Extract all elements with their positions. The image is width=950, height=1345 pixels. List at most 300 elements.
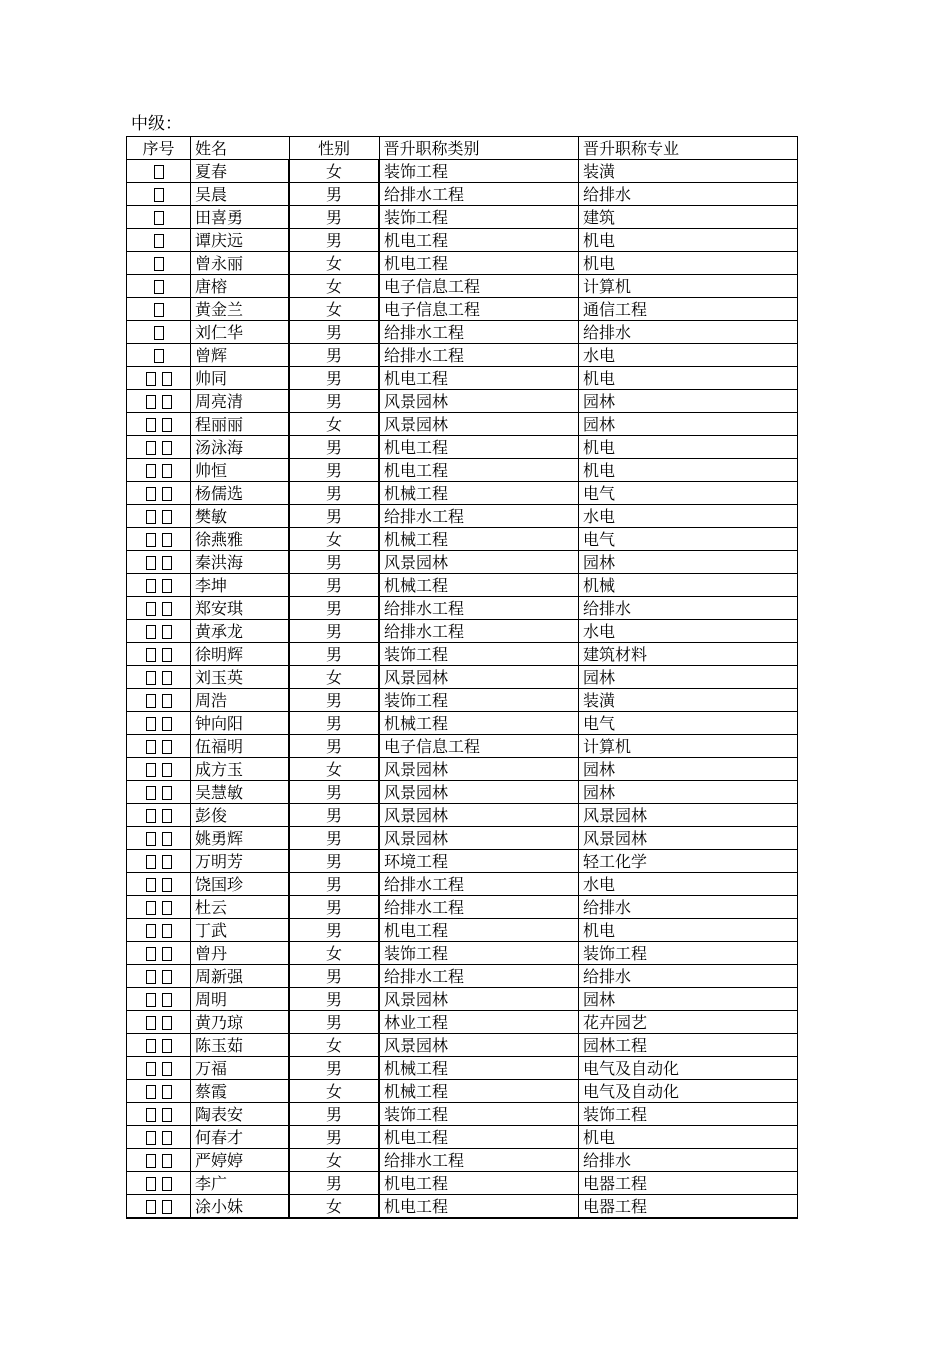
row-specialty: 园林 bbox=[579, 758, 798, 781]
table-row bbox=[127, 482, 798, 505]
row-specialty: 园林 bbox=[579, 781, 798, 804]
row-sex: 女 bbox=[289, 413, 379, 436]
row-category: 给排水工程 bbox=[379, 505, 579, 528]
row-seq-cell bbox=[127, 988, 191, 1011]
missing-glyph-icon bbox=[162, 372, 172, 386]
table-row bbox=[127, 988, 798, 1011]
row-category: 风景园林 bbox=[379, 804, 579, 827]
row-specialty: 机电 bbox=[579, 229, 798, 252]
row-seq-cell bbox=[127, 298, 191, 321]
row-name: 刘仁华 bbox=[191, 321, 290, 344]
row-seq-cell bbox=[127, 804, 191, 827]
table-row bbox=[127, 597, 798, 620]
missing-glyph-icon bbox=[154, 188, 164, 202]
row-seq-cell bbox=[127, 758, 191, 781]
missing-glyph-icon bbox=[146, 464, 156, 478]
missing-glyph-icon bbox=[162, 648, 172, 662]
row-category: 电子信息工程 bbox=[379, 275, 579, 298]
row-specialty: 装饰工程 bbox=[579, 942, 798, 965]
row-seq-cell bbox=[127, 229, 191, 252]
row-name: 成方玉 bbox=[191, 758, 290, 781]
missing-glyph-icon bbox=[146, 418, 156, 432]
table-row bbox=[127, 183, 798, 206]
col-header-name: 姓名 bbox=[191, 137, 290, 160]
table-row bbox=[127, 344, 798, 367]
missing-glyph-icon bbox=[146, 878, 156, 892]
row-specialty: 机电 bbox=[579, 367, 798, 390]
missing-glyph-icon bbox=[162, 441, 172, 455]
row-category: 林业工程 bbox=[379, 1011, 579, 1034]
row-name: 严婷婷 bbox=[191, 1149, 290, 1172]
row-specialty: 电气 bbox=[579, 482, 798, 505]
row-sex: 男 bbox=[289, 988, 379, 1011]
row-name: 周明 bbox=[191, 988, 290, 1011]
missing-glyph-icon bbox=[146, 395, 156, 409]
row-sex: 男 bbox=[289, 505, 379, 528]
table-row bbox=[127, 459, 798, 482]
row-seq-cell bbox=[127, 183, 191, 206]
missing-glyph-icon bbox=[146, 694, 156, 708]
row-specialty: 电气 bbox=[579, 528, 798, 551]
table-row bbox=[127, 252, 798, 275]
row-sex: 男 bbox=[289, 896, 379, 919]
row-specialty: 轻工化学 bbox=[579, 850, 798, 873]
missing-glyph-icon bbox=[162, 1200, 172, 1214]
row-name: 唐榕 bbox=[191, 275, 290, 298]
missing-glyph-icon bbox=[146, 1154, 156, 1168]
row-seq-cell bbox=[127, 528, 191, 551]
row-name: 陶表安 bbox=[191, 1103, 290, 1126]
row-category: 装饰工程 bbox=[379, 689, 579, 712]
row-specialty: 通信工程 bbox=[579, 298, 798, 321]
table-row bbox=[127, 827, 798, 850]
missing-glyph-icon bbox=[162, 740, 172, 754]
missing-glyph-icon bbox=[162, 510, 172, 524]
row-name: 曾永丽 bbox=[191, 252, 290, 275]
missing-glyph-icon bbox=[146, 740, 156, 754]
row-sex: 男 bbox=[289, 965, 379, 988]
row-name: 李坤 bbox=[191, 574, 290, 597]
table-row bbox=[127, 735, 798, 758]
row-sex: 男 bbox=[289, 712, 379, 735]
row-sex: 男 bbox=[289, 620, 379, 643]
row-category: 机械工程 bbox=[379, 1080, 579, 1103]
row-specialty: 园林 bbox=[579, 551, 798, 574]
missing-glyph-icon bbox=[162, 924, 172, 938]
row-seq-cell bbox=[127, 367, 191, 390]
row-specialty: 电气及自动化 bbox=[579, 1080, 798, 1103]
row-category: 机械工程 bbox=[379, 574, 579, 597]
row-category: 机械工程 bbox=[379, 528, 579, 551]
row-seq-cell bbox=[127, 1172, 191, 1195]
row-specialty: 花卉园艺 bbox=[579, 1011, 798, 1034]
row-name: 夏春 bbox=[191, 160, 290, 183]
table-row bbox=[127, 229, 798, 252]
row-sex: 女 bbox=[289, 1080, 379, 1103]
row-name: 姚勇辉 bbox=[191, 827, 290, 850]
row-category: 装饰工程 bbox=[379, 160, 579, 183]
missing-glyph-icon bbox=[162, 418, 172, 432]
col-header-category: 晋升职称类别 bbox=[379, 137, 579, 160]
row-name: 蔡霞 bbox=[191, 1080, 290, 1103]
row-seq-cell bbox=[127, 275, 191, 298]
row-seq-cell bbox=[127, 206, 191, 229]
table-row bbox=[127, 528, 798, 551]
row-sex: 男 bbox=[289, 1103, 379, 1126]
row-specialty: 计算机 bbox=[579, 735, 798, 758]
table-row bbox=[127, 367, 798, 390]
row-sex: 女 bbox=[289, 1195, 379, 1219]
row-name: 黄承龙 bbox=[191, 620, 290, 643]
missing-glyph-icon bbox=[162, 1131, 172, 1145]
row-name: 万明芳 bbox=[191, 850, 290, 873]
row-category: 环境工程 bbox=[379, 850, 579, 873]
table-row bbox=[127, 758, 798, 781]
row-name: 周亮清 bbox=[191, 390, 290, 413]
row-sex: 男 bbox=[289, 229, 379, 252]
row-seq-cell bbox=[127, 321, 191, 344]
row-category: 机电工程 bbox=[379, 919, 579, 942]
missing-glyph-icon bbox=[162, 694, 172, 708]
row-sex: 男 bbox=[289, 1126, 379, 1149]
table-row bbox=[127, 873, 798, 896]
row-seq-cell bbox=[127, 1011, 191, 1034]
row-seq-cell bbox=[127, 827, 191, 850]
table-header-row bbox=[127, 137, 798, 160]
col-header-specialty: 晋升职称专业 bbox=[579, 137, 798, 160]
table-row bbox=[127, 781, 798, 804]
missing-glyph-icon bbox=[162, 717, 172, 731]
table-row bbox=[127, 206, 798, 229]
row-category: 机电工程 bbox=[379, 1172, 579, 1195]
row-seq-cell bbox=[127, 1034, 191, 1057]
table-row bbox=[127, 275, 798, 298]
row-name: 秦洪海 bbox=[191, 551, 290, 574]
row-specialty: 给排水 bbox=[579, 1149, 798, 1172]
missing-glyph-icon bbox=[162, 1154, 172, 1168]
row-sex: 女 bbox=[289, 1034, 379, 1057]
row-seq-cell bbox=[127, 1126, 191, 1149]
row-name: 樊敏 bbox=[191, 505, 290, 528]
row-category: 给排水工程 bbox=[379, 321, 579, 344]
row-sex: 男 bbox=[289, 390, 379, 413]
row-seq-cell bbox=[127, 896, 191, 919]
row-seq-cell bbox=[127, 643, 191, 666]
row-sex: 男 bbox=[289, 551, 379, 574]
missing-glyph-icon bbox=[146, 556, 156, 570]
row-category: 装饰工程 bbox=[379, 206, 579, 229]
row-category: 风景园林 bbox=[379, 781, 579, 804]
row-specialty: 装潢 bbox=[579, 160, 798, 183]
row-seq-cell bbox=[127, 160, 191, 183]
missing-glyph-icon bbox=[146, 1177, 156, 1191]
row-category: 机械工程 bbox=[379, 1057, 579, 1080]
row-category: 机械工程 bbox=[379, 712, 579, 735]
table-row bbox=[127, 1057, 798, 1080]
missing-glyph-icon bbox=[146, 510, 156, 524]
row-seq-cell bbox=[127, 781, 191, 804]
row-sex: 男 bbox=[289, 344, 379, 367]
row-name: 涂小妹 bbox=[191, 1195, 290, 1219]
row-specialty: 给排水 bbox=[579, 965, 798, 988]
row-category: 风景园林 bbox=[379, 758, 579, 781]
row-seq-cell bbox=[127, 735, 191, 758]
row-seq-cell bbox=[127, 344, 191, 367]
row-seq-cell bbox=[127, 666, 191, 689]
missing-glyph-icon bbox=[154, 234, 164, 248]
row-sex: 男 bbox=[289, 459, 379, 482]
missing-glyph-icon bbox=[154, 349, 164, 363]
row-category: 风景园林 bbox=[379, 1034, 579, 1057]
row-category: 风景园林 bbox=[379, 413, 579, 436]
row-category: 机电工程 bbox=[379, 1126, 579, 1149]
row-seq-cell bbox=[127, 459, 191, 482]
table-row bbox=[127, 1034, 798, 1057]
row-sex: 女 bbox=[289, 252, 379, 275]
row-sex: 男 bbox=[289, 183, 379, 206]
row-seq-cell bbox=[127, 1149, 191, 1172]
table-row bbox=[127, 1080, 798, 1103]
row-seq-cell bbox=[127, 1195, 191, 1219]
row-name: 万福 bbox=[191, 1057, 290, 1080]
row-specialty: 园林 bbox=[579, 390, 798, 413]
row-category: 风景园林 bbox=[379, 551, 579, 574]
row-name: 吴晨 bbox=[191, 183, 290, 206]
table-row bbox=[127, 965, 798, 988]
table-row bbox=[127, 1195, 798, 1219]
row-specialty: 园林工程 bbox=[579, 1034, 798, 1057]
row-specialty: 装饰工程 bbox=[579, 1103, 798, 1126]
row-sex: 男 bbox=[289, 1011, 379, 1034]
row-seq-cell bbox=[127, 873, 191, 896]
table-body bbox=[127, 160, 798, 1219]
row-seq-cell bbox=[127, 436, 191, 459]
row-specialty: 园林 bbox=[579, 413, 798, 436]
row-seq-cell bbox=[127, 390, 191, 413]
table-row bbox=[127, 1172, 798, 1195]
row-name: 田喜勇 bbox=[191, 206, 290, 229]
missing-glyph-icon bbox=[162, 579, 172, 593]
row-sex: 女 bbox=[289, 275, 379, 298]
row-specialty: 电气及自动化 bbox=[579, 1057, 798, 1080]
missing-glyph-icon bbox=[162, 993, 172, 1007]
row-specialty: 装潢 bbox=[579, 689, 798, 712]
row-seq-cell bbox=[127, 252, 191, 275]
table-row bbox=[127, 413, 798, 436]
row-specialty: 机电 bbox=[579, 1126, 798, 1149]
row-name: 李广 bbox=[191, 1172, 290, 1195]
row-category: 装饰工程 bbox=[379, 1103, 579, 1126]
table-row bbox=[127, 643, 798, 666]
row-specialty: 建筑 bbox=[579, 206, 798, 229]
row-seq-cell bbox=[127, 942, 191, 965]
row-sex: 男 bbox=[289, 919, 379, 942]
row-sex: 男 bbox=[289, 1172, 379, 1195]
table-row bbox=[127, 942, 798, 965]
row-sex: 男 bbox=[289, 804, 379, 827]
row-sex: 男 bbox=[289, 689, 379, 712]
row-seq-cell bbox=[127, 712, 191, 735]
row-sex: 女 bbox=[289, 666, 379, 689]
missing-glyph-icon bbox=[146, 809, 156, 823]
missing-glyph-icon bbox=[162, 1016, 172, 1030]
row-name: 陈玉茹 bbox=[191, 1034, 290, 1057]
table-row bbox=[127, 712, 798, 735]
row-name: 帅恒 bbox=[191, 459, 290, 482]
missing-glyph-icon bbox=[162, 602, 172, 616]
table-row bbox=[127, 666, 798, 689]
row-seq-cell bbox=[127, 1057, 191, 1080]
row-name: 丁武 bbox=[191, 919, 290, 942]
missing-glyph-icon bbox=[154, 211, 164, 225]
row-name: 刘玉英 bbox=[191, 666, 290, 689]
table-row bbox=[127, 804, 798, 827]
section-heading: 中级： bbox=[131, 114, 182, 134]
missing-glyph-icon bbox=[162, 832, 172, 846]
row-category: 给排水工程 bbox=[379, 873, 579, 896]
missing-glyph-icon bbox=[162, 671, 172, 685]
missing-glyph-icon bbox=[162, 763, 172, 777]
row-name: 周浩 bbox=[191, 689, 290, 712]
row-sex: 女 bbox=[289, 1149, 379, 1172]
row-seq-cell bbox=[127, 965, 191, 988]
missing-glyph-icon bbox=[146, 786, 156, 800]
missing-glyph-icon bbox=[146, 533, 156, 547]
row-name: 饶国珍 bbox=[191, 873, 290, 896]
missing-glyph-icon bbox=[162, 395, 172, 409]
missing-glyph-icon bbox=[162, 487, 172, 501]
missing-glyph-icon bbox=[146, 901, 156, 915]
row-name: 谭庆远 bbox=[191, 229, 290, 252]
row-category: 机电工程 bbox=[379, 367, 579, 390]
missing-glyph-icon bbox=[162, 464, 172, 478]
missing-glyph-icon bbox=[162, 855, 172, 869]
row-sex: 男 bbox=[289, 321, 379, 344]
row-seq-cell bbox=[127, 1103, 191, 1126]
row-name: 伍福明 bbox=[191, 735, 290, 758]
row-sex: 女 bbox=[289, 160, 379, 183]
missing-glyph-icon bbox=[146, 1039, 156, 1053]
table-row bbox=[127, 298, 798, 321]
row-category: 风景园林 bbox=[379, 827, 579, 850]
missing-glyph-icon bbox=[146, 947, 156, 961]
table-row bbox=[127, 551, 798, 574]
missing-glyph-icon bbox=[146, 1016, 156, 1030]
row-category: 机电工程 bbox=[379, 436, 579, 459]
row-sex: 男 bbox=[289, 873, 379, 896]
row-category: 机电工程 bbox=[379, 252, 579, 275]
row-specialty: 给排水 bbox=[579, 597, 798, 620]
row-specialty: 机电 bbox=[579, 436, 798, 459]
missing-glyph-icon bbox=[146, 832, 156, 846]
row-specialty: 水电 bbox=[579, 620, 798, 643]
missing-glyph-icon bbox=[162, 1039, 172, 1053]
missing-glyph-icon bbox=[146, 372, 156, 386]
row-specialty: 风景园林 bbox=[579, 804, 798, 827]
row-seq-cell bbox=[127, 620, 191, 643]
row-seq-cell bbox=[127, 850, 191, 873]
row-seq-cell bbox=[127, 689, 191, 712]
row-seq-cell bbox=[127, 551, 191, 574]
missing-glyph-icon bbox=[146, 1131, 156, 1145]
row-category: 给排水工程 bbox=[379, 344, 579, 367]
row-category: 给排水工程 bbox=[379, 620, 579, 643]
row-sex: 男 bbox=[289, 643, 379, 666]
missing-glyph-icon bbox=[146, 648, 156, 662]
table-row bbox=[127, 436, 798, 459]
row-specialty: 机电 bbox=[579, 459, 798, 482]
missing-glyph-icon bbox=[162, 556, 172, 570]
row-specialty: 给排水 bbox=[579, 183, 798, 206]
row-specialty: 电器工程 bbox=[579, 1195, 798, 1219]
row-category: 给排水工程 bbox=[379, 597, 579, 620]
missing-glyph-icon bbox=[146, 763, 156, 777]
missing-glyph-icon bbox=[146, 1200, 156, 1214]
missing-glyph-icon bbox=[162, 1177, 172, 1191]
row-sex: 女 bbox=[289, 528, 379, 551]
row-name: 黄金兰 bbox=[191, 298, 290, 321]
row-specialty: 园林 bbox=[579, 666, 798, 689]
missing-glyph-icon bbox=[162, 533, 172, 547]
row-category: 机电工程 bbox=[379, 229, 579, 252]
missing-glyph-icon bbox=[162, 1062, 172, 1076]
table-row bbox=[127, 689, 798, 712]
col-header-sex: 性别 bbox=[289, 137, 379, 160]
row-category: 给排水工程 bbox=[379, 965, 579, 988]
missing-glyph-icon bbox=[146, 1108, 156, 1122]
row-name: 徐燕雅 bbox=[191, 528, 290, 551]
row-sex: 女 bbox=[289, 942, 379, 965]
missing-glyph-icon bbox=[162, 1108, 172, 1122]
row-sex: 男 bbox=[289, 781, 379, 804]
row-specialty: 水电 bbox=[579, 873, 798, 896]
row-specialty: 园林 bbox=[579, 988, 798, 1011]
row-seq-cell bbox=[127, 919, 191, 942]
table-row bbox=[127, 620, 798, 643]
row-name: 徐明辉 bbox=[191, 643, 290, 666]
missing-glyph-icon bbox=[154, 303, 164, 317]
missing-glyph-icon bbox=[146, 1062, 156, 1076]
row-sex: 女 bbox=[289, 298, 379, 321]
missing-glyph-icon bbox=[162, 625, 172, 639]
row-sex: 男 bbox=[289, 827, 379, 850]
table-row bbox=[127, 505, 798, 528]
row-category: 装饰工程 bbox=[379, 942, 579, 965]
missing-glyph-icon bbox=[162, 878, 172, 892]
row-seq-cell bbox=[127, 597, 191, 620]
row-sex: 男 bbox=[289, 597, 379, 620]
row-name: 钟向阳 bbox=[191, 712, 290, 735]
missing-glyph-icon bbox=[146, 717, 156, 731]
row-sex: 女 bbox=[289, 758, 379, 781]
missing-glyph-icon bbox=[146, 993, 156, 1007]
missing-glyph-icon bbox=[162, 947, 172, 961]
table-row bbox=[127, 574, 798, 597]
missing-glyph-icon bbox=[146, 1085, 156, 1099]
row-category: 电子信息工程 bbox=[379, 735, 579, 758]
row-specialty: 风景园林 bbox=[579, 827, 798, 850]
row-specialty: 水电 bbox=[579, 344, 798, 367]
row-specialty: 给排水 bbox=[579, 896, 798, 919]
missing-glyph-icon bbox=[154, 165, 164, 179]
missing-glyph-icon bbox=[146, 602, 156, 616]
row-category: 给排水工程 bbox=[379, 896, 579, 919]
row-sex: 男 bbox=[289, 482, 379, 505]
row-name: 吴慧敏 bbox=[191, 781, 290, 804]
row-name: 郑安琪 bbox=[191, 597, 290, 620]
row-name: 曾丹 bbox=[191, 942, 290, 965]
row-category: 风景园林 bbox=[379, 988, 579, 1011]
